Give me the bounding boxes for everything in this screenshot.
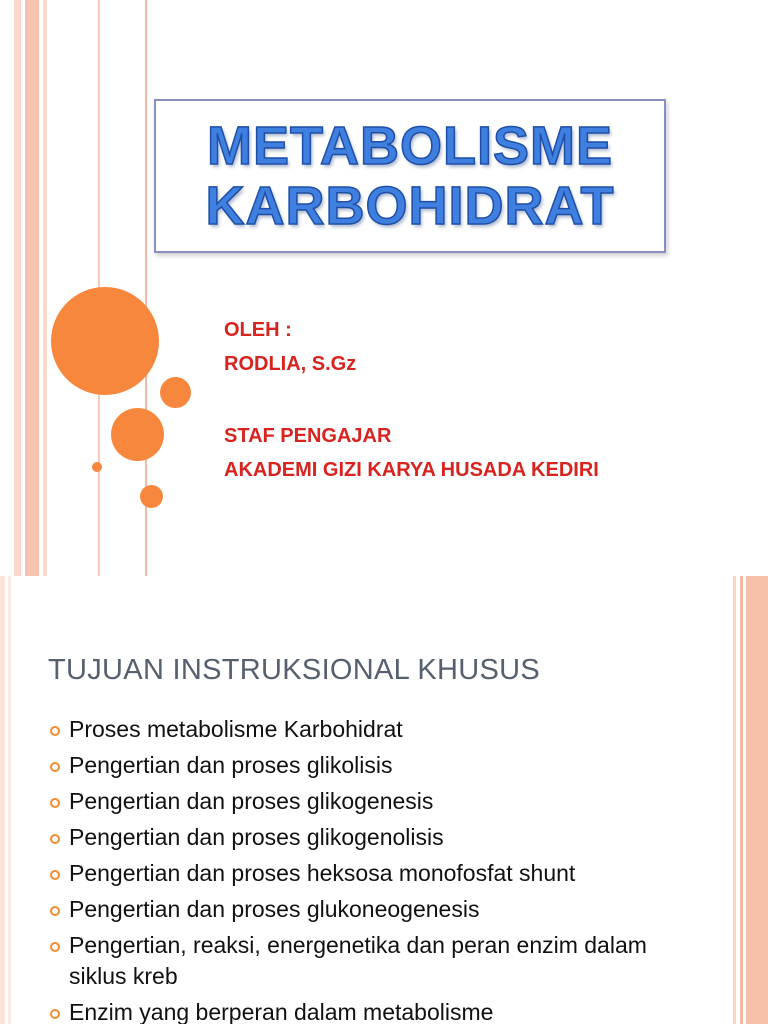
bullet-circle-icon <box>50 834 60 844</box>
decor-circle-small <box>160 377 191 408</box>
section-heading: TUJUAN INSTRUKSIONAL KHUSUS <box>48 654 541 686</box>
decor-stripe <box>733 576 736 1024</box>
decor-circle-tiny <box>92 462 102 472</box>
spacer <box>224 381 599 419</box>
by-label: OLEH : <box>224 319 292 341</box>
list-item-text: Pengertian dan proses glikogenolisis <box>69 824 444 850</box>
list-item-text: Pengertian dan proses glikogenesis <box>69 788 434 814</box>
list-item <box>48 894 708 925</box>
bullet-circle-icon <box>50 870 60 880</box>
list-item <box>48 930 708 992</box>
list-item <box>48 858 708 889</box>
objectives-slide <box>0 576 768 1024</box>
list-item-text: Enzim yang berperan dalam metabolisme <box>69 999 494 1024</box>
list-item-text: Pengertian dan proses heksosa monofosfat shunt <box>69 860 576 886</box>
decor-stripe <box>0 576 5 1024</box>
bullet-circle-icon <box>50 1009 60 1019</box>
list-item-text: Proses metabolisme Karbohidrat <box>69 716 403 742</box>
author-institution: AKADEMI GIZI KARYA HUSADA KEDIRI <box>224 459 599 481</box>
bullet-circle-icon <box>50 762 60 772</box>
bullet-circle-icon <box>50 906 60 916</box>
decor-stripe <box>43 0 47 576</box>
list-item <box>48 786 708 817</box>
decor-stripe <box>14 0 21 576</box>
title-line-1: METABOLISME <box>207 116 613 176</box>
title-box <box>154 99 666 253</box>
list-item <box>48 714 708 745</box>
list-item <box>48 997 708 1024</box>
decor-circle-large <box>51 287 159 395</box>
list-item-text: Pengertian dan proses glukoneogenesis <box>69 896 480 922</box>
bullet-circle-icon <box>50 726 60 736</box>
decor-circle-medium <box>111 408 164 461</box>
decor-stripe <box>8 576 11 1024</box>
list-item <box>48 750 708 781</box>
bullet-circle-icon <box>50 798 60 808</box>
list-item <box>48 822 708 853</box>
objectives-list <box>48 714 708 1024</box>
bullet-circle-icon <box>50 942 60 952</box>
decor-stripe <box>746 576 768 1024</box>
decor-stripe <box>740 576 743 1024</box>
title-line-2: KARBOHIDRAT <box>205 176 615 236</box>
author-block <box>224 313 599 487</box>
author-role: STAF PENGAJAR <box>224 425 392 447</box>
list-item-text: Pengertian, reaksi, energenetika dan peran enzim dalam siklus kreb <box>69 932 647 989</box>
decor-stripe <box>25 0 39 576</box>
decor-circle-small <box>140 485 163 508</box>
author-name: RODLIA, S.Gz <box>224 353 357 375</box>
list-item-text: Pengertian dan proses glikolisis <box>69 752 393 778</box>
